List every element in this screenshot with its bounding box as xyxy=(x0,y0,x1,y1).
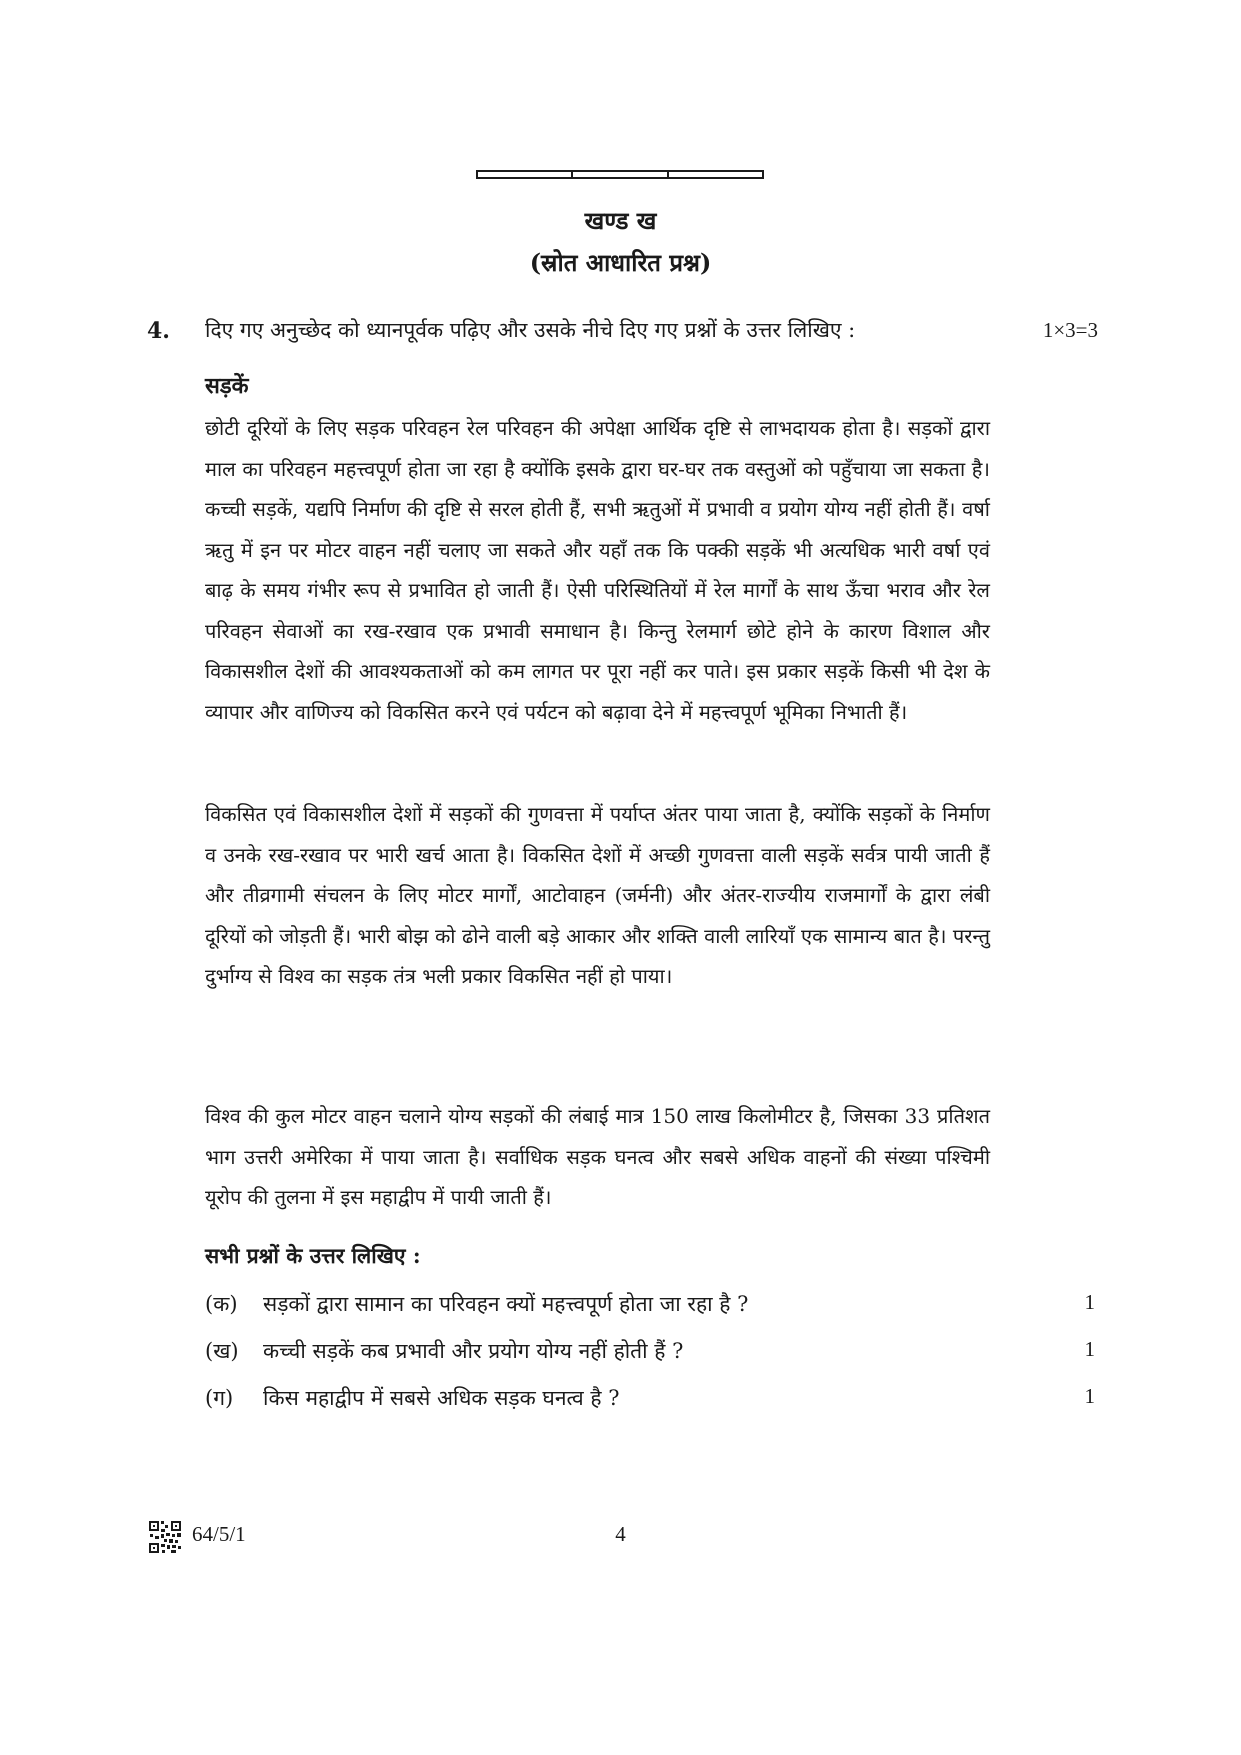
paper-code: 64/5/1 xyxy=(192,1522,246,1546)
sub-question xyxy=(205,1384,1095,1412)
passage-paragraph: विश्व की कुल मोटर वाहन चलाने योग्य सड़कों की लंबाई मात्र 150 लाख किलोमीटर है, जिसका 33 प्रतिशत भाग उत्तरी अमेरिका में पाया जाता है। सर्वाधिक सड़क घनत्व और सबसे अधिक वाहनों की संख्या पश्चिमी यूरोप की तुलना में इस महाद्वीप में पायी जाती हैं। xyxy=(205,1104,990,1209)
sub-question-label: (ख) xyxy=(205,1339,239,1363)
answer-all-instruction: सभी प्रश्नों के उत्तर लिखिए : xyxy=(205,1243,421,1268)
passage-heading: सड़कें xyxy=(205,373,249,399)
sub-question xyxy=(205,1337,1095,1365)
section-title: खण्ड ख xyxy=(584,206,657,235)
divider-segment xyxy=(478,172,573,177)
question-number: 4. xyxy=(147,318,170,344)
question-instruction: दिए गए अनुच्छेद को ध्यानपूर्वक पढ़िए और उसके नीचे दिए गए प्रश्नों के उत्तर लिखिए : xyxy=(205,318,856,342)
sub-question-label: (क) xyxy=(205,1292,238,1316)
divider-segment xyxy=(573,172,668,177)
sub-question-text: सड़कों द्वारा सामान का परिवहन क्यों महत्त्वपूर्ण होता जा रहा है ? xyxy=(263,1292,749,1316)
passage-paragraph: विकसित एवं विकासशील देशों में सड़कों की गुणवत्ता में पर्याप्त अंतर पाया जाता है, क्योंकि सड़कों के निर्माण व उनके रख-रखाव पर भारी खर्च आता है। विकसित देशों में अच्छी गुणवत्ता वाली सड़कें सर्वत्र पायी जाती हैं और तीव्रगामी संचलन के लिए मोटर मार्गों, आटोवाहन (जर्मनी) और अंतर-राज्यीय राजमार्गों के द्वारा लंबी दूरियों को जोड़ती हैं। भारी बोझ को ढोने वाली बड़े आकार और शक्ति वाली लारियाँ एक सामान्य बात है। परन्तु दुर्भाग्य से विश्व का सड़क तंत्र भली प्रकार विकसित नहीं हो पाया। xyxy=(205,802,990,988)
sub-question-marks: 1 xyxy=(1084,1337,1095,1361)
section-divider-bar xyxy=(476,170,764,179)
sub-question-text: कच्ची सड़कें कब प्रभावी और प्रयोग योग्य नहीं होती हैं ? xyxy=(263,1339,684,1363)
sub-question-marks: 1 xyxy=(1084,1384,1095,1408)
section-subtitle: (स्रोत आधारित प्रश्न) xyxy=(529,248,712,277)
divider-segment xyxy=(669,172,762,177)
sub-question-text: किस महाद्वीप में सबसे अधिक सड़क घनत्व है ? xyxy=(263,1386,620,1410)
question-marks: 1×3=3 xyxy=(1042,318,1098,342)
sub-question xyxy=(205,1290,1095,1318)
sub-question-marks: 1 xyxy=(1084,1290,1095,1314)
passage-paragraph: छोटी दूरियों के लिए सड़क परिवहन रेल परिवहन की अपेक्षा आर्थिक दृष्टि से लाभदायक होता है। सड़कों द्वारा माल का परिवहन महत्त्वपूर्ण होता जा रहा है क्योंकि इसके द्वारा घर-घर तक वस्तुओं को पहुँचाया जा सकता है। कच्ची सड़कें, यद्यपि निर्माण की दृष्टि से सरल होती हैं, सभी ऋतुओं में प्रभावी व प्रयोग योग्य नहीं होती हैं। वर्षा ऋतु में इन पर मोटर वाहन नहीं चलाए जा सकते और यहाँ तक कि पक्की सड़कें भी अत्यधिक भारी वर्षा एवं बाढ़ के समय गंभीर रूप से प्रभावित हो जाती हैं। ऐसी परिस्थितियों में रेल मार्गों के साथ ऊँचा भराव और रेल परिवहन सेवाओं का रख-रखाव एक प्रभावी समाधान है। किन्तु रेलमार्ग छोटे होने के कारण विशाल और विकासशील देशों की आवश्यकताओं को कम लागत पर पूरा नहीं कर पाते। इस प्रकार सड़कें किसी भी देश के व्यापार और वाणिज्य को विकसित करने एवं पर्यटन को बढ़ावा देने में महत्त्वपूर्ण भूमिका निभाती हैं। xyxy=(205,416,990,724)
sub-question-label: (ग) xyxy=(205,1386,234,1410)
page-number: 4 xyxy=(615,1522,626,1546)
